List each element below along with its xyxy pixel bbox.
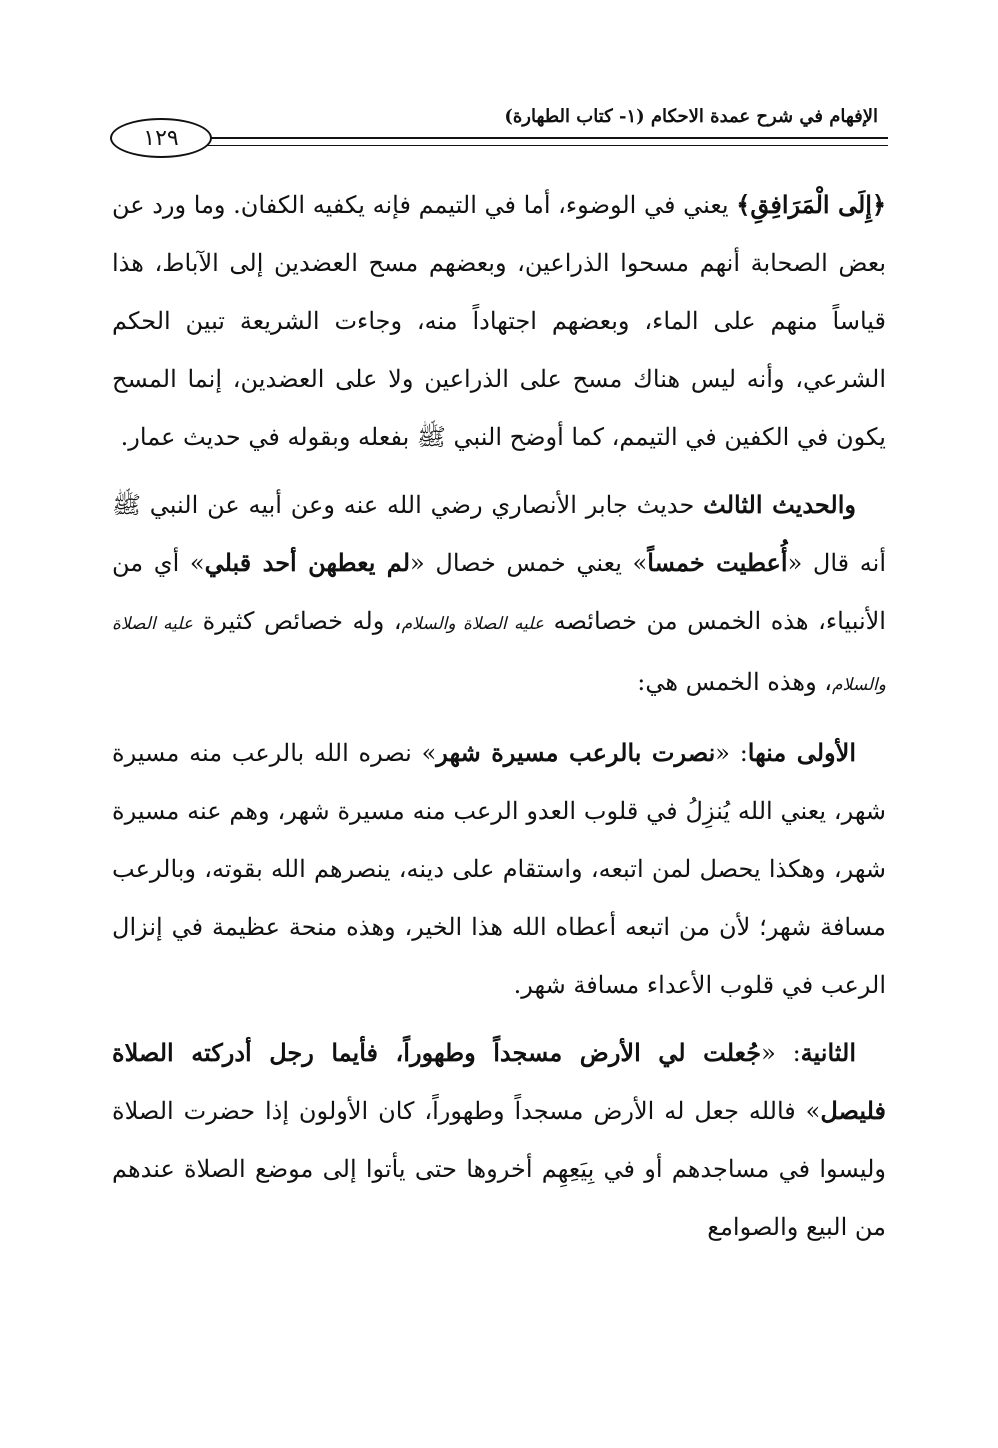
paragraph-2	[112, 476, 886, 714]
paragraph-4	[112, 1024, 886, 1256]
body-text: حديث جابر الأنصاري رضي الله عنه وعن أبيه عن النبي ﷺ أنه قال «	[112, 491, 886, 577]
honorific: عليه الصلاة والسلام	[401, 614, 545, 634]
body-text: » فالله جعل له الأرض مسجداً وطهوراً، كان الأولون إذا حضرت الصلاة وليسوا في مساجدهم أو في بِيَعِهِم أخروها حتى يأتوا إلى موضع الصلاة عندهم من البيع والصوامع	[112, 1097, 886, 1241]
paragraph-3	[112, 724, 886, 1014]
bold-heading: الأولى منها	[747, 738, 856, 767]
running-title: الإفهام في شرح عمدة الاحكام (١- كتاب الطهارة)	[504, 106, 878, 127]
hadith-quote: لم يعطهن أحد قبلي	[204, 548, 411, 577]
body-text: يعني في الوضوء، أما في التيمم فإنه يكفيه الكفان. وما ورد عن بعض الصحابة أنهم مسحوا الذراعين، وبعضهم مسح العضدين إلى الآباط، هذا قياساً منهم على الماء، وبعضهم اجتهاداً منه، وجاءت الشريعة تبين الحكم الشرعي، وأنه ليس هناك مسح على الذراعين ولا على العضدين، إنما المسح يكون في الكفين في التيمم، كما أوضح النبي ﷺ بفعله وبقوله في حديث عمار.	[112, 191, 886, 451]
bold-heading: والحديث الثالث	[703, 490, 856, 519]
body-text: » أي من الأنبياء، هذه الخمس من خصائصه	[112, 549, 886, 635]
hadith-quote: نصرت بالرعب مسيرة شهر	[436, 738, 716, 767]
honorific: عليه الصلاة والسلام	[112, 614, 886, 695]
body-text: ، وهذه الخمس هي:	[637, 668, 833, 696]
page-body	[112, 176, 886, 1266]
quran-quote: ﴿إِلَى الْمَرَافِقِ﴾	[736, 190, 887, 219]
body-text: : «	[761, 1039, 801, 1067]
page-number: ١٢٩	[110, 118, 212, 158]
paragraph-1	[112, 176, 886, 466]
hadith-quote: أُعطيت خمساً	[647, 548, 788, 577]
hadith-quote: جُعلت لي الأرض مسجداً وطهوراً، فأيما رجل أدركته الصلاة فليصل	[112, 1038, 886, 1125]
body-text: : «	[715, 739, 748, 767]
body-text: » يعني خمس خصال «	[410, 549, 648, 577]
body-text: ، وله خصائص كثيرة	[193, 607, 402, 635]
bold-heading: الثانية	[800, 1038, 856, 1067]
page-header	[110, 104, 888, 160]
header-rule	[206, 137, 888, 146]
body-text: » نصره الله بالرعب منه مسيرة شهر، يعني الله يُنزِلُ في قلوب العدو الرعب منه مسيرة شهر، وهم عنه مسيرة شهر، وهكذا يحصل لمن اتبعه، واستقام على دينه، ينصرهم الله بقوته، وبالرعب مسافة شهر؛ لأن من اتبعه أعطاه الله هذا الخير، وهذه منحة عظيمة في إنزال الرعب في قلوب الأعداء مسافة شهر.	[112, 739, 886, 999]
